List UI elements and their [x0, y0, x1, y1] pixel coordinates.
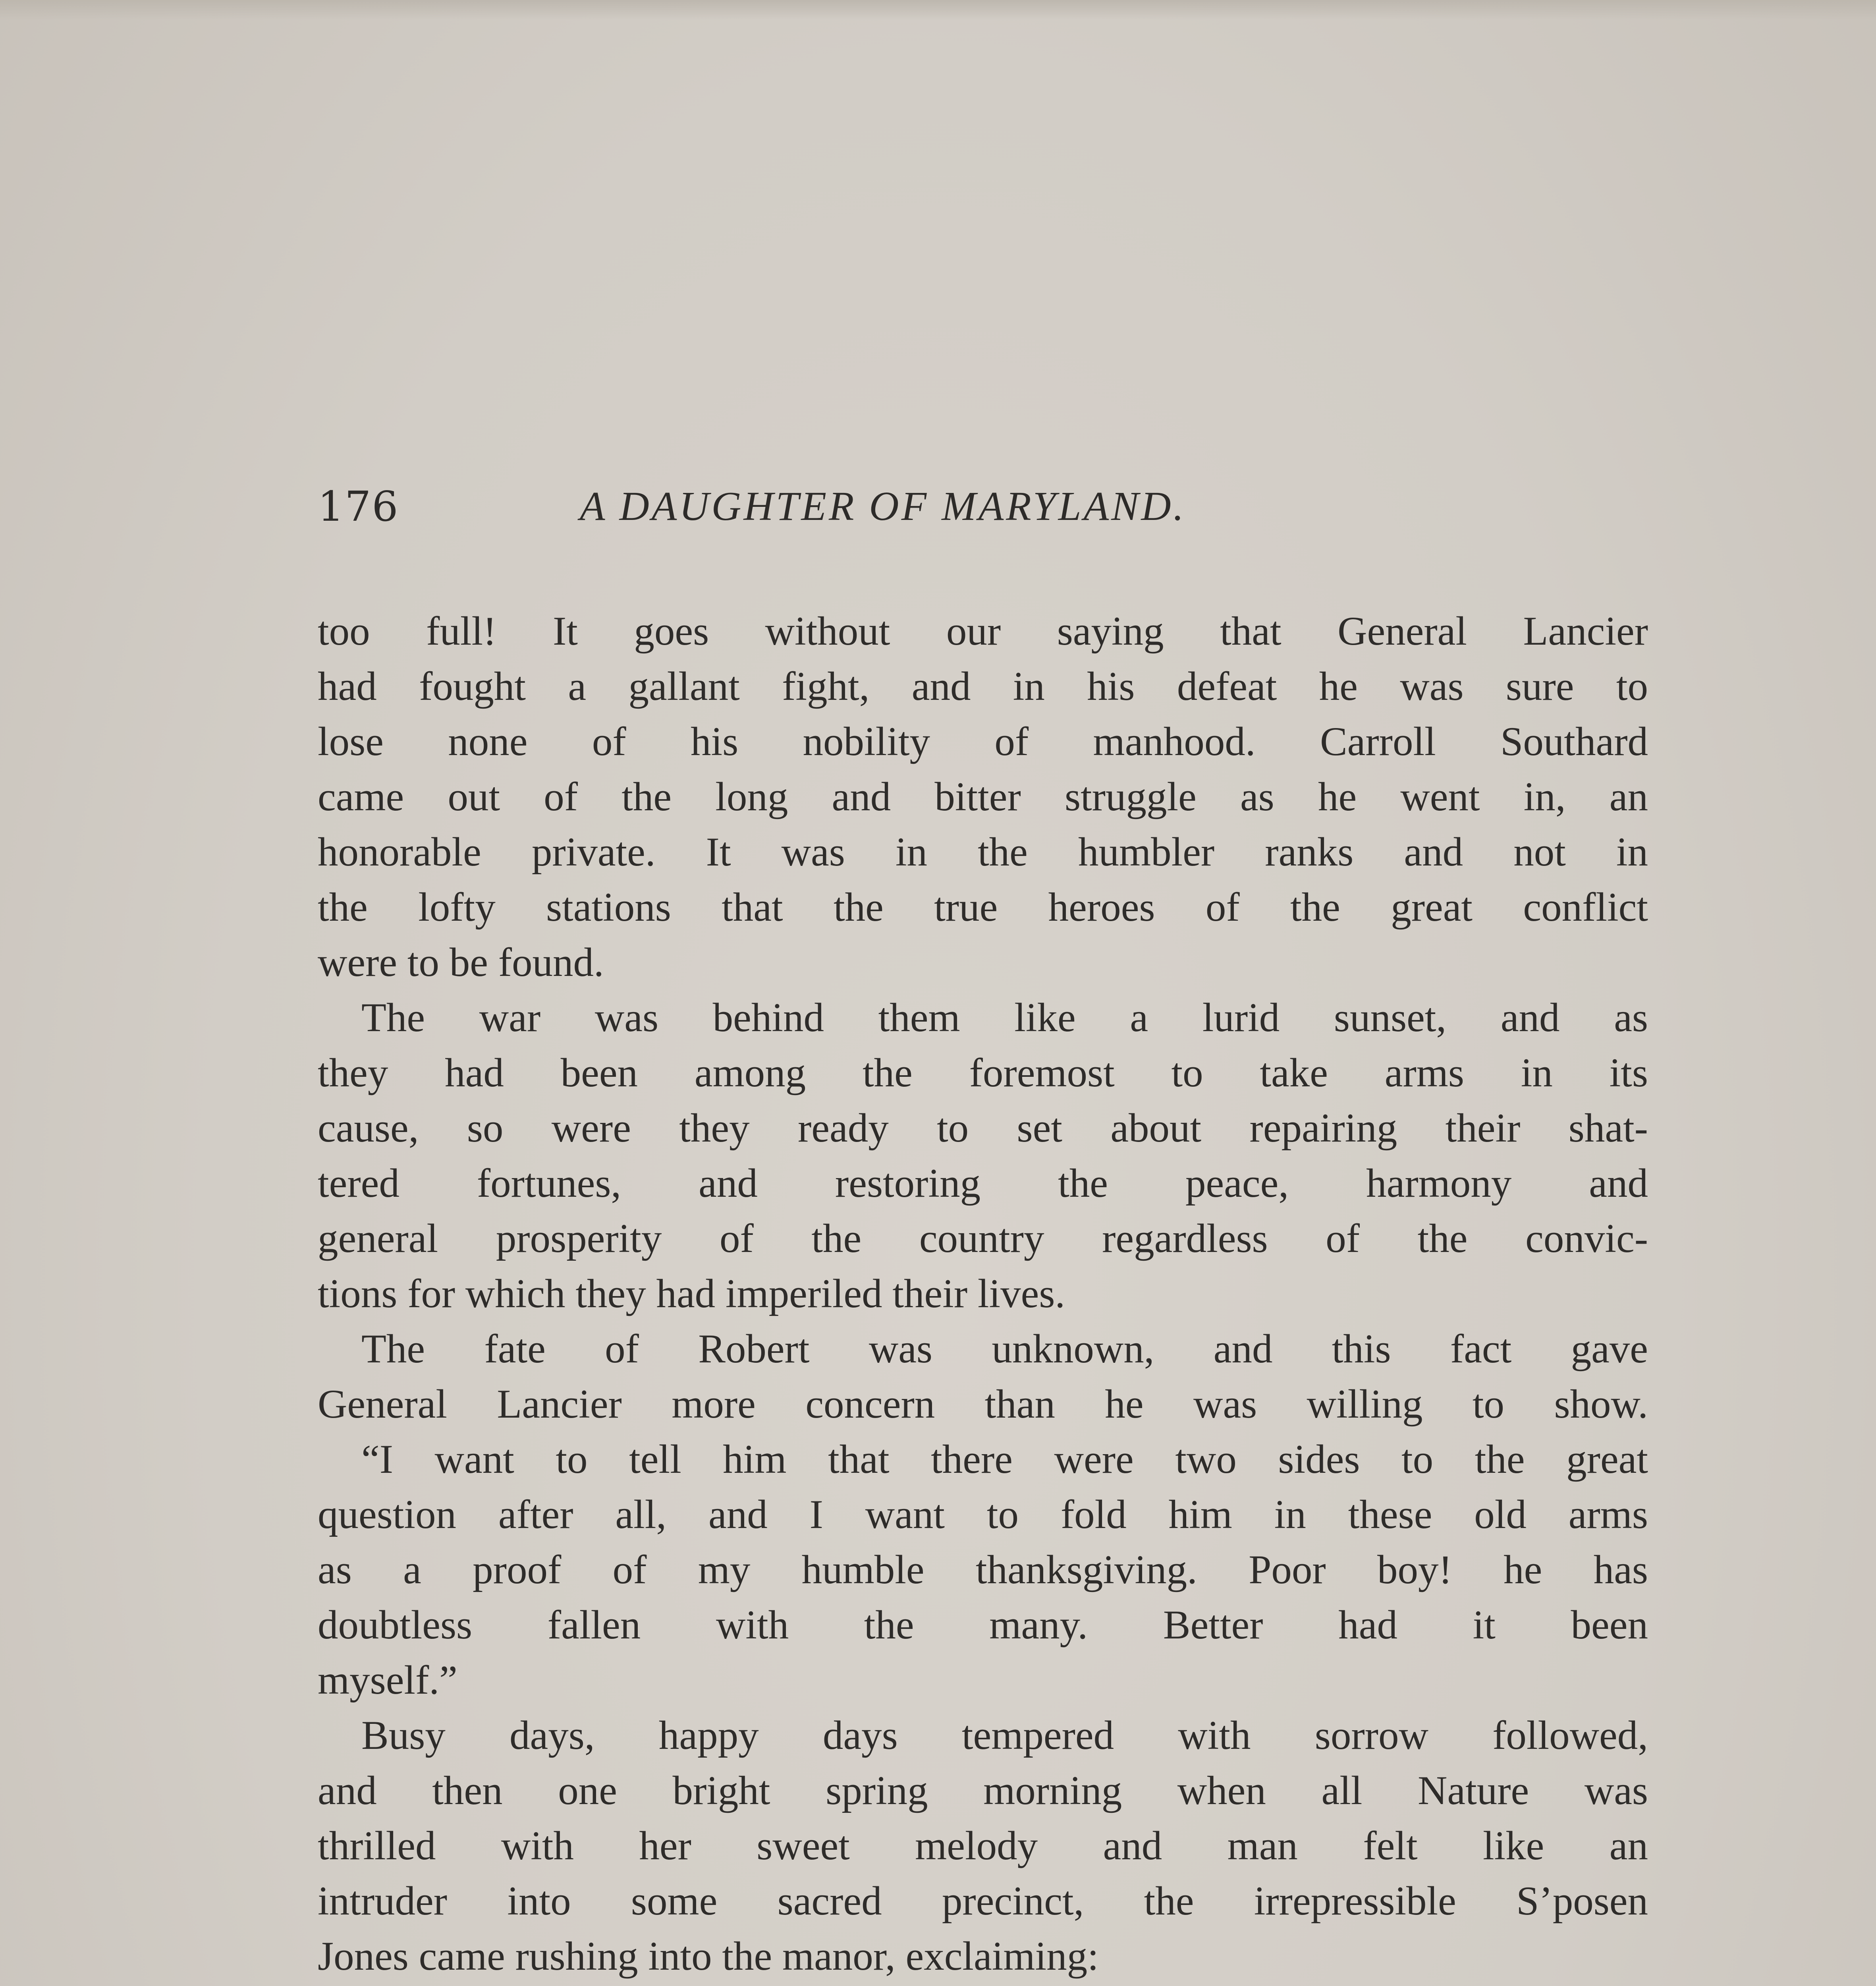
body-text: [318, 604, 1648, 1986]
text-line: Jones came rushing into the manor, exclaiming:: [318, 1934, 1099, 1979]
text-line: tered fortunes, and restoring the peace, harmony and: [318, 1161, 1648, 1206]
text-line: [318, 1984, 1648, 1986]
text-line: the lofty stations that the true heroes of the great conflict: [318, 885, 1648, 930]
text-line: and then one bright spring morning when all Nature was: [318, 1768, 1648, 1813]
text-line: had fought a gallant fight, and in his defeat he was sure to: [318, 664, 1648, 709]
text-line: too full! It goes without our saying that General Lancier: [318, 609, 1648, 654]
text-line: general prosperity of the country regardless of the convic-: [318, 1216, 1648, 1261]
text-line: came out of the long and bitter struggle as he went in, an: [318, 774, 1648, 819]
text-line: myself.”: [318, 1658, 457, 1703]
text-line: doubtless fallen with the many. Better had it been: [318, 1602, 1648, 1648]
text-line: they had been among the foremost to take arms in its: [318, 1050, 1648, 1095]
text-line: question after all, and I want to fold him in these old arms: [318, 1492, 1648, 1537]
text-line: tions for which they had imperiled their lives.: [318, 1271, 1065, 1316]
text-line: as a proof of my humble thanksgiving. Poor boy! he has: [318, 1547, 1648, 1592]
text-line: “I want to tell him that there were two sides to the great: [361, 1437, 1648, 1482]
text-line: intruder into some sacred precinct, the irrepressible S’posen: [318, 1878, 1648, 1924]
text-line: lose none of his nobility of manhood. Carroll Southard: [318, 719, 1648, 764]
text-line: were to be found.: [318, 940, 604, 985]
text-line: The fate of Robert was unknown, and this fact gave: [361, 1326, 1648, 1372]
text-line: honorable private. It was in the humbler ranks and not in: [318, 829, 1648, 875]
text-line: Busy days, happy days tempered with sorrow followed,: [361, 1713, 1648, 1758]
page-number: 176: [318, 482, 399, 531]
page-top-edge: [0, 0, 1876, 20]
text-line: thrilled with her sweet melody and man felt like an: [318, 1823, 1648, 1868]
text-line: The war was behind them like a lurid sunset, and as: [361, 995, 1648, 1040]
page-header: [318, 481, 1648, 532]
text-line: cause, so were they ready to set about repairing their shat-: [318, 1105, 1648, 1151]
text-line: General Lancier more concern than he was willing to show.: [318, 1381, 1648, 1427]
running-head: A DAUGHTER OF MARYLAND.: [580, 483, 1186, 529]
